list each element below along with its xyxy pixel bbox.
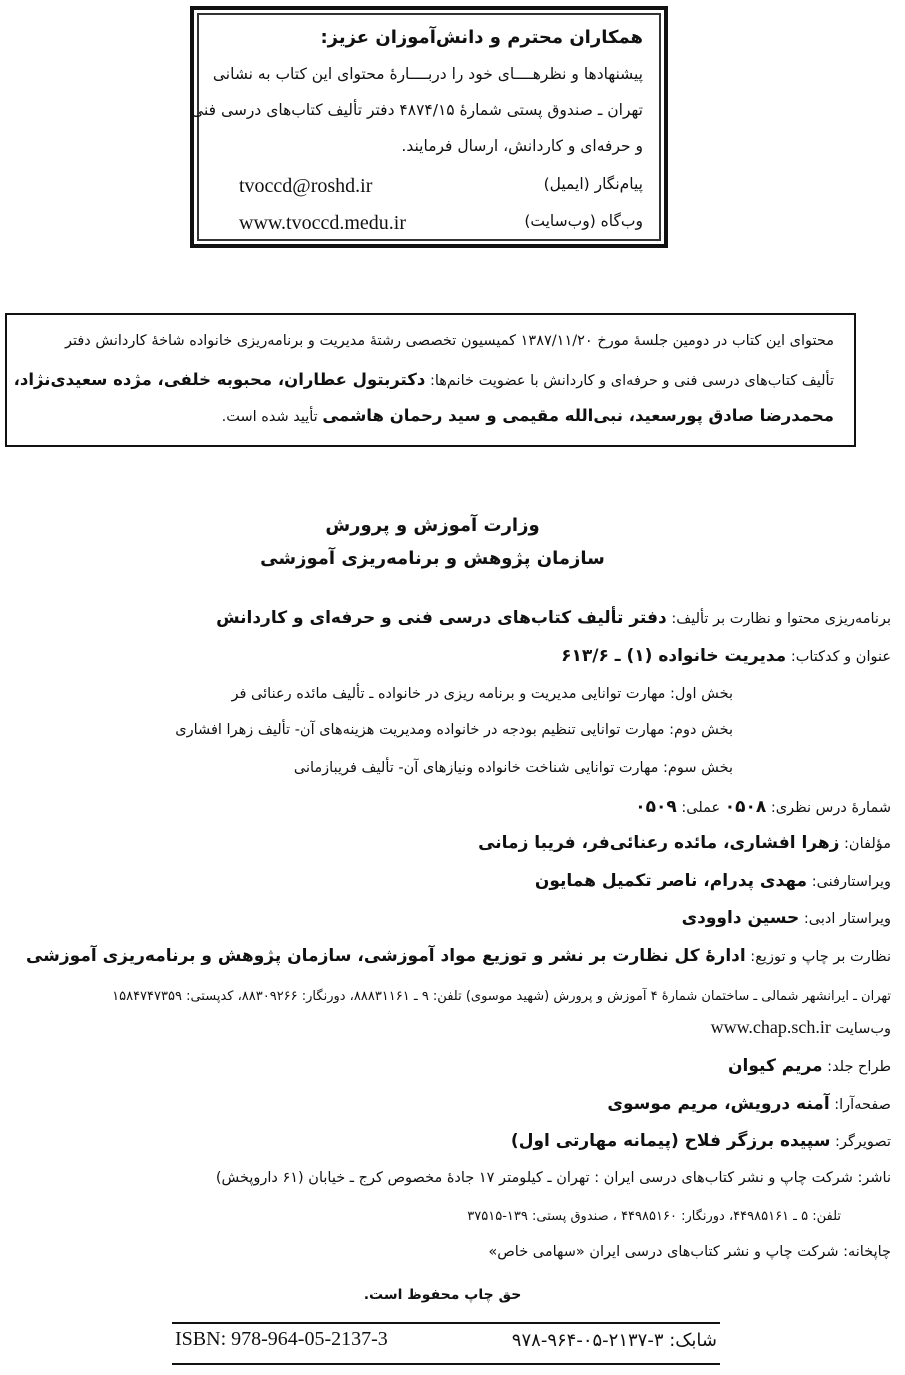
credit-planning bbox=[216, 608, 891, 628]
publisher-line: ناشر: شرکت چاپ و نشر کتاب‌های درسی ایران : تهران ـ کیلومتر ۱۷ جادهٔ مخصوص کرج ـ خیابان (۶۱ داروپخش) bbox=[215, 1170, 891, 1186]
credit-label: طراح جلد: bbox=[822, 1059, 891, 1075]
contact-box-line: و حرفه‌ای و کاردانش، ارسال فرمایند. bbox=[401, 137, 643, 155]
approval-text: تألیف کتاب‌های درسی فنی و حرفه‌ای و کاردانش با عضویت خانم‌ها: bbox=[425, 373, 834, 389]
credit-label: ویراستارفنی: bbox=[807, 874, 891, 890]
contact-box bbox=[190, 6, 668, 248]
divider bbox=[172, 1363, 720, 1365]
credit-value: مریم کیوان bbox=[728, 1056, 823, 1076]
credit-tech-editors bbox=[535, 871, 891, 891]
course-numbers bbox=[635, 797, 891, 817]
supervision-address: تهران ـ ایرانشهر شمالی ـ ساختمان شمارهٔ ۴ آموزش و پرورش (شهید موسوی) تلفن: ۹ ـ ۸۸۸۳۱۱۶۱، دورنگار: ۸۸۳۰۹۲۶۶، کدپستی: ۱۵۸۴۷۴۷۳۵۹ bbox=[112, 989, 891, 1004]
credit-label: مؤلفان: bbox=[839, 836, 891, 852]
divider bbox=[172, 1322, 720, 1324]
contact-box-line: پیشنهادها و نظرهــــای خود را دربــــارهٔ محتوای این کتاب به نشانی bbox=[212, 65, 643, 83]
website-link[interactable]: www.tvoccd.medu.ir bbox=[239, 212, 406, 234]
credit-value: ادارهٔ کل نظارت بر نشر و توزیع مواد آموزشی، سازمان پژوهش و برنامه‌ریزی آموزشی bbox=[25, 946, 746, 966]
email-link[interactable]: tvoccd@roshd.ir bbox=[239, 175, 373, 197]
credit-value: مدیریت خانواده (۱) ـ ۶۱۳/۶ bbox=[561, 646, 787, 666]
publisher-phone: تلفن: ۵ ـ ۴۴۹۸۵۱۶۱، دورنگار: ۴۴۹۸۵۱۶۰ ، صندوق پستی: ۱۳۹-۳۷۵۱۵ bbox=[467, 1209, 841, 1224]
printer-line: چاپخانه: شرکت چاپ و نشر کتاب‌های درسی ایران «سهامی خاص» bbox=[488, 1244, 891, 1260]
book-part-3: بخش سوم: مهارت توانایی شناخت خانواده ونیازهای آن- تألیف فریبازمانی bbox=[293, 760, 733, 776]
credit-value: حسین داوودی bbox=[681, 908, 800, 928]
credit-label: وب‌سایت bbox=[830, 1021, 891, 1037]
contact-box-inner bbox=[191, 13, 661, 241]
approval-line: محتوای این کتاب در دومین جلسهٔ مورخ ۱۳۸۷/۱۱/۲۰ کمیسیون تخصصی رشتهٔ مدیریت و برنامه‌ریزی خانواده شاخهٔ کاردانش دفتر bbox=[65, 333, 834, 349]
credit-label: شمارهٔ درس نظری: bbox=[766, 800, 891, 816]
website-row bbox=[199, 212, 659, 238]
credit-label: تصویرگر: bbox=[830, 1134, 891, 1150]
credit-label: عملی: bbox=[676, 800, 725, 816]
chap-website-link[interactable]: www.chap.sch.ir bbox=[710, 1017, 831, 1037]
credit-value: مهدی پدرام، ناصر تکمیل همایون bbox=[534, 871, 808, 891]
website-label: وب‌گاه (وب‌سایت) bbox=[524, 212, 643, 230]
credit-label: ویراستار ادبی: bbox=[799, 911, 891, 927]
course-theory-number: ۰۵۰۸ bbox=[724, 797, 767, 817]
credit-label: برنامه‌ریزی محتوا و نظارت بر تألیف: bbox=[666, 611, 891, 627]
book-part-1: بخش اول: مهارت توانایی مدیریت و برنامه ریزی در خانواده ـ تألیف مائده رعنائی فر bbox=[231, 686, 733, 702]
credit-label: عنوان و کدکتاب: bbox=[786, 649, 891, 665]
credit-website bbox=[711, 1017, 891, 1038]
credit-value: زهرا افشاری، مائده رعنائی‌فر، فریبا زمانی bbox=[478, 833, 840, 853]
credit-illustrator bbox=[511, 1131, 891, 1151]
credit-literary-editor bbox=[682, 908, 891, 928]
approval-line bbox=[222, 406, 834, 425]
contact-box-line: تهران ـ صندوق پستی شمارهٔ ۴۸۷۴/۱۵ دفتر تألیف کتاب‌های درسی فنی bbox=[191, 101, 643, 119]
approval-line bbox=[14, 370, 834, 389]
isbn-persian: شابک: ۳-۲۱۳۷-۰۵-۹۶۴-۹۷۸ bbox=[511, 1330, 717, 1351]
approval-box bbox=[5, 313, 856, 447]
credit-title bbox=[561, 646, 891, 666]
credit-authors bbox=[478, 833, 891, 853]
credit-value: آمنه درویش، مریم موسوی bbox=[607, 1094, 830, 1114]
committee-members: دکتربتول عطاران، محبوبه خلفی، مژده سعیدی‌نژاد، bbox=[13, 370, 426, 389]
course-practical-number: ۰۵۰۹ bbox=[635, 797, 677, 817]
ministry-heading: وزارت آموزش و پرورش bbox=[325, 515, 540, 536]
book-part-2: بخش دوم: مهارت توانایی تنظیم بودجه در خانواده ومدیریت هزینه‌های آن- تألیف زهرا افشاری bbox=[175, 722, 733, 738]
organization-heading: سازمان پژوهش و برنامه‌ریزی آموزشی bbox=[260, 548, 605, 569]
credit-value: دفتر تألیف کتاب‌های درسی فنی و حرفه‌ای و کاردانش bbox=[216, 608, 667, 628]
email-row bbox=[199, 175, 659, 201]
credit-value: سپیده برزگر فلاح (پیمانه مهارتی اول) bbox=[510, 1131, 831, 1151]
credit-label: صفحه‌آرا: bbox=[829, 1097, 891, 1113]
credit-print-supervision bbox=[26, 946, 891, 966]
credit-cover-designer bbox=[728, 1056, 891, 1076]
copyright-notice: حق چاپ محفوظ است. bbox=[363, 1287, 522, 1303]
contact-box-title: همکاران محترم و دانش‌آموزان عزیز: bbox=[320, 27, 643, 48]
isbn-english: ISBN: 978-964-05-2137-3 bbox=[175, 1328, 388, 1350]
email-label: پیام‌نگار (ایمیل) bbox=[543, 175, 643, 193]
committee-members: محمدرضا صادق پورسعید، نبی‌الله مقیمی و سید رحمان هاشمی bbox=[322, 406, 834, 425]
credit-label: نظارت بر چاپ و توزیع: bbox=[745, 949, 891, 965]
approval-text: تأیید شده است. bbox=[221, 409, 323, 425]
credit-layout bbox=[607, 1094, 891, 1114]
